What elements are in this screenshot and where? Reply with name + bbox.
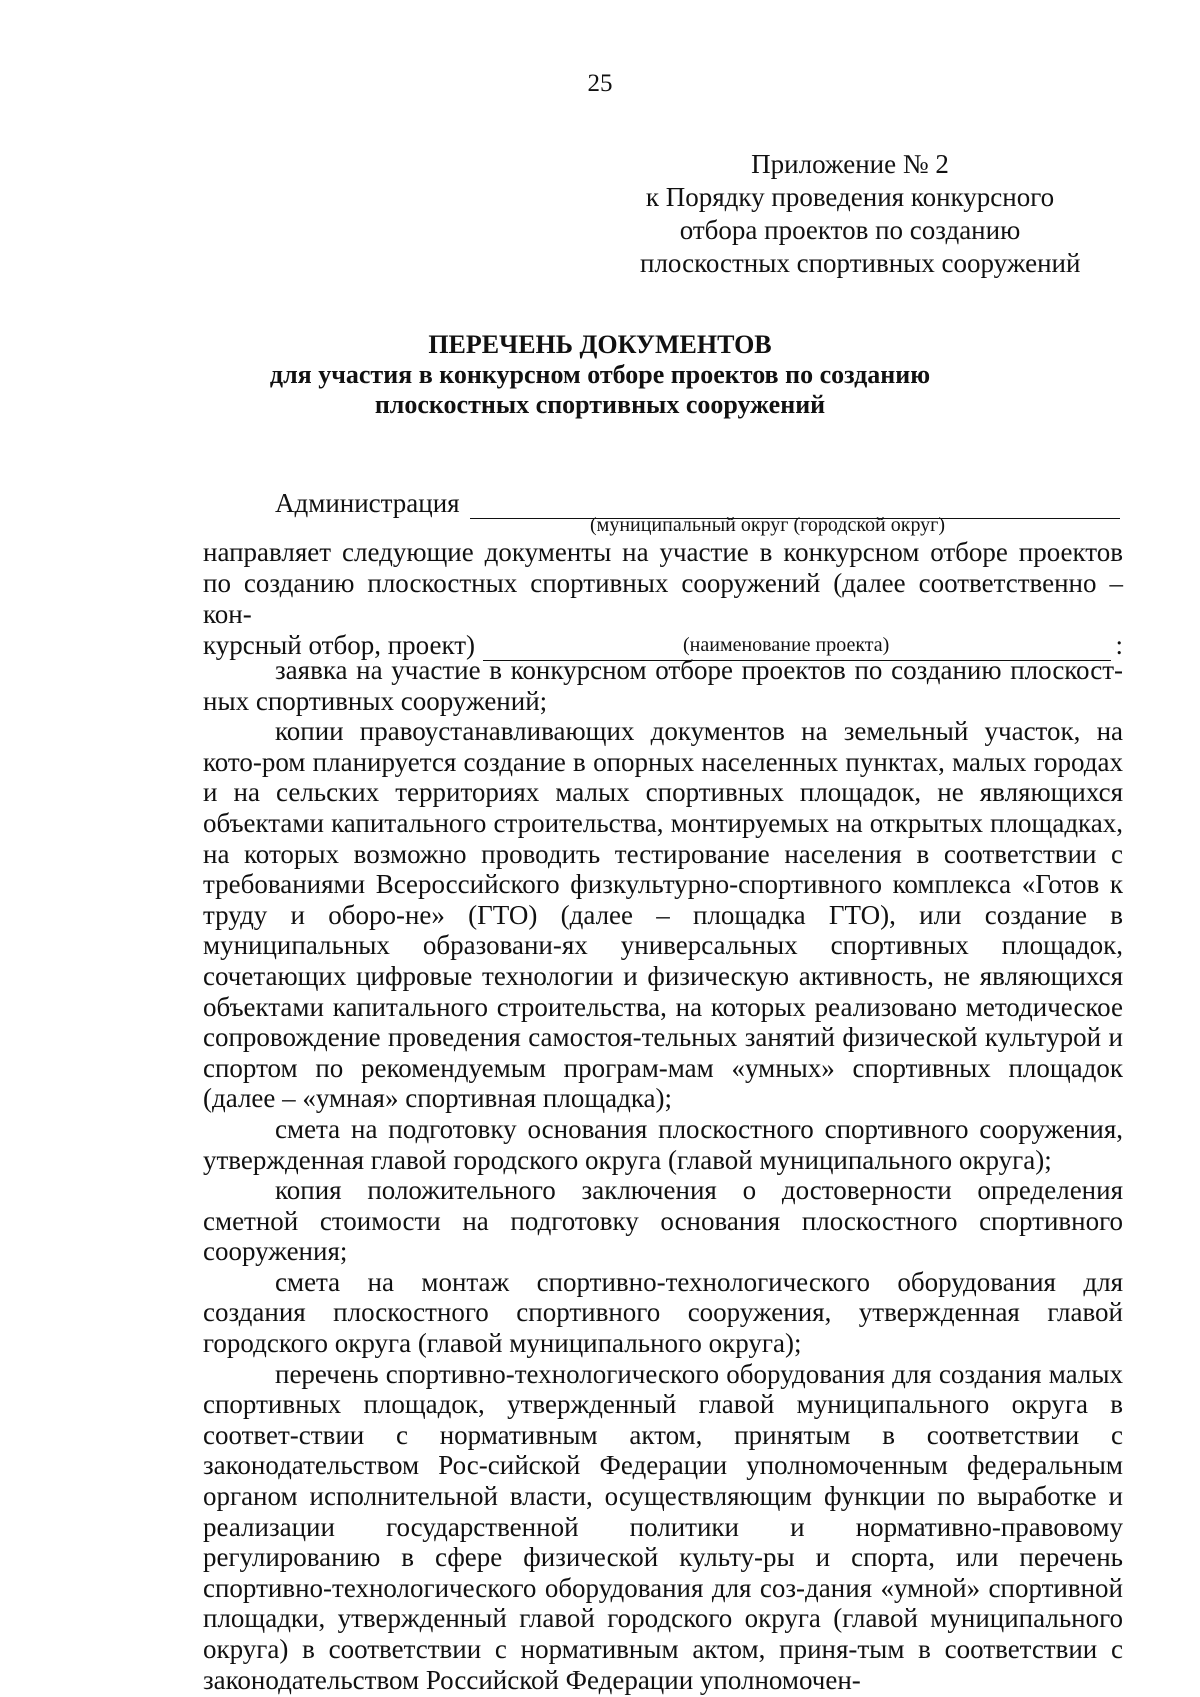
intro-paragraph [203, 537, 1123, 661]
appendix-line: плоскостных спортивных сооружений [640, 248, 1081, 278]
title-subtitle-line: для участия в конкурсном отборе проектов по созданию [269, 360, 931, 389]
appendix-line: к Порядку проведения конкурсного [645, 182, 1055, 212]
document-list [203, 655, 1123, 1695]
project-colon: : [1115, 630, 1123, 660]
administration-label: Администрация [275, 488, 460, 518]
appendix-reference [640, 148, 1081, 280]
list-item: смета на подготовку основания плоскостного спортивного сооружения, утвержденная главой городского округа (главой муниципального округа); [203, 1113, 1123, 1175]
project-name-hint: (наименование проекта) [683, 634, 890, 656]
title-main: ПЕРЕЧЕНЬ ДОКУМЕНТОВ [428, 330, 772, 359]
document-title [0, 330, 1200, 420]
page-number: 25 [587, 70, 613, 97]
list-item: копии правоустанавливающих документов на земельный участок, на кото-ром планируется создание в опорных населенных пунктах, малых городах и на сельских территориях малых спортивных площадок, не являющихся объектами капитального строительства, монтируемых на открытых площадках, на которых возможно проводить тестирование населения в соответствии с требованиями Всероссийского физкультурно-спортивного комплекса «Готов к труду и оборо-не» (ГТО) (далее – площадка ГТО), или создание в муниципальных образовани-ях универсальных спортивных площадок, сочетающих цифровые технологии и физическую активность, не являющихся объектами капитального строительства, на которых реализовано методическое сопровождение проведения самостоя-тельных занятий физической культурой и спортом по рекомендуемым програм-мам «умных» спортивных площадок (далее – «умная» спортивная площадка); [203, 716, 1123, 1114]
appendix-line: Приложение № 2 [751, 149, 949, 179]
intro-text: направляет следующие документы на участие в конкурсном отборе проектов по созданию плоскостных спортивных сооружений (далее соответственно – кон- [203, 537, 1123, 629]
municipal-district-hint: (муниципальный округ (городской округ) [590, 514, 946, 536]
list-item: копия положительного заключения о достоверности определения сметной стоимости на подготовку основания плоскостного спортивного сооружения; [203, 1175, 1123, 1267]
list-item: заявка на участие в конкурсном отборе проектов по созданию плоскост-ных спортивных сооружений; [203, 655, 1123, 716]
appendix-line: отбора проектов по созданию [679, 215, 1021, 245]
list-item: смета на монтаж спортивно-технологического оборудования для создания плоскостного спортивного сооружения, утвержденная главой городского округа (главой муниципального округа); [203, 1266, 1123, 1359]
list-item: перечень спортивно-технологического оборудования для создания малых спортивных площадок, утвержденный главой муниципального округа в соответ-ствии с нормативным актом, принятым в соответствии с законодательством Рос-сийской Федерации уполномоченным федеральным органом исполнительной власти, осуществляющим функции по выработке и реализации государственной политики и нормативно-правовому регулированию в сфере физической культу-ры и спорта, или перечень спортивно-технологического оборудования для соз-дания «умной» спортивной площадки, утвержденный главой городского округа (главой муниципального округа) в соответствии с нормативным актом, приня-тым в соответствии с законодательством Российской Федерации уполномочен- [203, 1358, 1123, 1695]
title-subtitle-line: плоскостных спортивных сооружений [374, 390, 826, 419]
project-label: курсный отбор, проект) [203, 630, 476, 660]
